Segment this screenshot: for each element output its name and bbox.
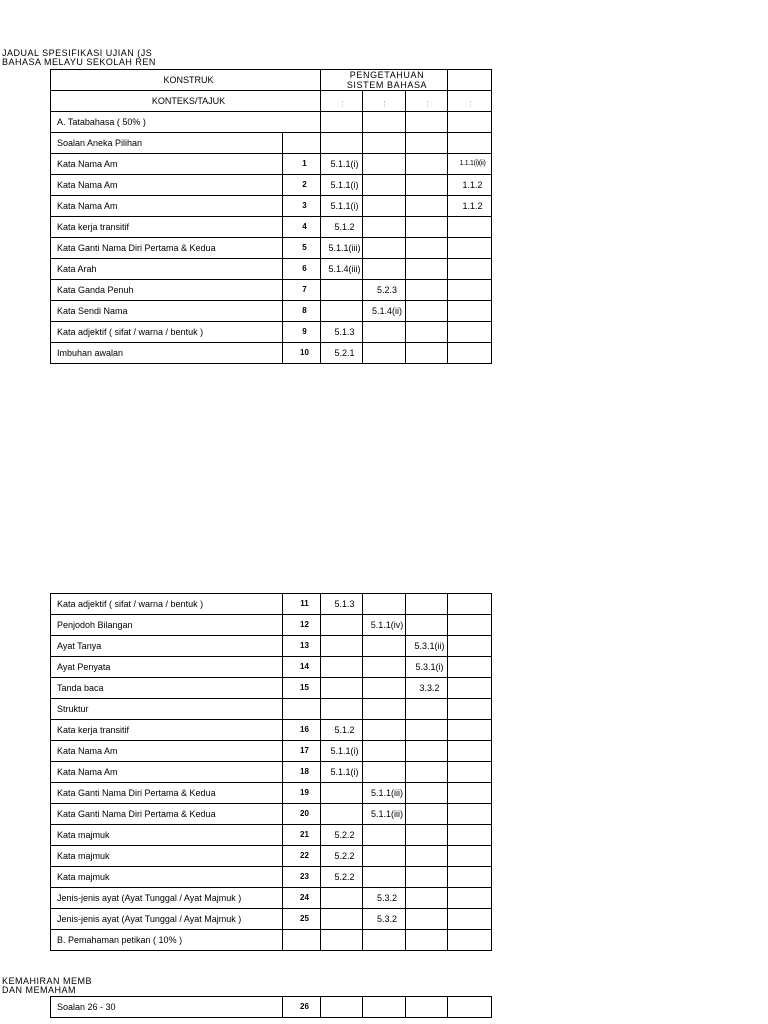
code-cell-2 — [363, 930, 406, 951]
table-cell — [448, 133, 492, 154]
code-cell-3 — [406, 301, 448, 322]
row-label: Imbuhan awalan — [51, 343, 283, 364]
specification-table-3 — [50, 996, 492, 1018]
code-cell-1 — [321, 615, 363, 636]
table-row — [51, 615, 492, 636]
code-cell-1: 5.1.1(i) — [321, 175, 363, 196]
code-cell-2 — [363, 762, 406, 783]
code-cell-2 — [363, 846, 406, 867]
code-cell-1: 5.1.1(i) — [321, 154, 363, 175]
question-number: 7 — [283, 280, 321, 301]
question-number: 20 — [283, 804, 321, 825]
code-cell-4 — [448, 720, 492, 741]
rotated-header-cell-3 — [406, 91, 448, 112]
pengetahuan-line-1: PENGETAHUAN — [349, 70, 425, 80]
row-label: Jenis-jenis ayat (Ayat Tunggal / Ayat Majmuk ) — [51, 909, 283, 930]
rotated-header-cell-1 — [321, 91, 363, 112]
code-cell-3 — [406, 154, 448, 175]
code-cell-2 — [363, 636, 406, 657]
code-cell-3 — [406, 783, 448, 804]
table-row — [51, 930, 492, 951]
question-number: 14 — [283, 657, 321, 678]
question-number: 13 — [283, 636, 321, 657]
row-label: Kata Sendi Nama — [51, 301, 283, 322]
code-cell-4 — [448, 783, 492, 804]
code-cell-2: 5.1.1(iii) — [363, 804, 406, 825]
row-label: Kata Nama Am — [51, 762, 283, 783]
header-row-bottom — [51, 91, 492, 112]
table-row — [51, 846, 492, 867]
section-a-label: A. Tatabahasa ( 50% ) — [51, 112, 321, 133]
row-label: B. Pemahaman petikan ( 10% ) — [51, 930, 283, 951]
code-cell-2 — [363, 720, 406, 741]
table-row — [51, 280, 492, 301]
section-row — [51, 112, 492, 133]
table-cell — [321, 112, 363, 133]
code-cell-3 — [406, 930, 448, 951]
subsection-row — [51, 133, 492, 154]
code-cell-3 — [406, 867, 448, 888]
question-number — [283, 699, 321, 720]
code-cell-2 — [363, 217, 406, 238]
question-number: 26 — [283, 997, 321, 1018]
code-cell-3 — [406, 888, 448, 909]
row-label: Kata majmuk — [51, 846, 283, 867]
code-cell-4 — [448, 867, 492, 888]
code-cell-1: 5.1.3 — [321, 322, 363, 343]
code-cell-1 — [321, 888, 363, 909]
code-cell-1 — [321, 280, 363, 301]
question-number — [283, 930, 321, 951]
row-label: Penjodoh Bilangan — [51, 615, 283, 636]
code-cell-1: 5.1.1(i) — [321, 762, 363, 783]
code-cell-1: 5.1.1(iii) — [321, 238, 363, 259]
question-number: 10 — [283, 343, 321, 364]
code-cell-4: 1.1.2 — [448, 175, 492, 196]
row-label: Kata Ganti Nama Diri Pertama & Kedua — [51, 804, 283, 825]
code-cell-4: 1.1.1(i)(ii) — [448, 154, 492, 175]
table-row — [51, 909, 492, 930]
code-cell-1 — [321, 301, 363, 322]
table-cell — [406, 112, 448, 133]
konteks-header: KONTEKS/TAJUK — [51, 91, 321, 112]
code-cell-2 — [363, 322, 406, 343]
row-label: Tanda baca — [51, 678, 283, 699]
table-row — [51, 741, 492, 762]
code-cell-2: 5.3.2 — [363, 888, 406, 909]
code-cell-4 — [448, 888, 492, 909]
section-heading-line-1: KEMAHIRAN MEMB — [2, 976, 93, 986]
question-number: 15 — [283, 678, 321, 699]
table-row — [51, 636, 492, 657]
code-cell-1 — [321, 930, 363, 951]
row-label: Kata Nama Am — [51, 196, 283, 217]
code-cell-3 — [406, 343, 448, 364]
table-row — [51, 867, 492, 888]
code-cell-3 — [406, 280, 448, 301]
specification-table-1 — [50, 69, 492, 364]
code-cell-4 — [448, 846, 492, 867]
code-cell-3 — [406, 909, 448, 930]
code-cell-3 — [406, 322, 448, 343]
code-cell-3 — [406, 217, 448, 238]
code-cell-3 — [406, 196, 448, 217]
doc-title-line-1: JADUAL SPESIFIKASI UJIAN (JS — [2, 48, 153, 58]
table-row — [51, 783, 492, 804]
code-cell-1: 5.1.4(iii) — [321, 259, 363, 280]
question-number: 3 — [283, 196, 321, 217]
table-row — [51, 888, 492, 909]
code-cell-2 — [363, 259, 406, 280]
code-cell-2 — [363, 825, 406, 846]
table-cell — [321, 133, 363, 154]
table-row — [51, 301, 492, 322]
code-cell-1 — [321, 636, 363, 657]
code-cell-2 — [363, 343, 406, 364]
question-number: 23 — [283, 867, 321, 888]
specification-table-2 — [50, 593, 492, 951]
code-cell-4 — [448, 657, 492, 678]
code-cell-4 — [448, 301, 492, 322]
table-row — [51, 175, 492, 196]
code-cell-3 — [406, 259, 448, 280]
row-label: Ayat Penyata — [51, 657, 283, 678]
code-cell-2 — [363, 678, 406, 699]
header-blank-cell — [448, 70, 492, 91]
row-label: Kata kerja transitif — [51, 217, 283, 238]
code-cell-1 — [321, 997, 363, 1018]
code-cell-4 — [448, 238, 492, 259]
row-label: Kata Ganti Nama Diri Pertama & Kedua — [51, 238, 283, 259]
code-cell-4 — [448, 615, 492, 636]
row-label: Kata Arah — [51, 259, 283, 280]
konstruk-header: KONSTRUK — [51, 70, 321, 91]
code-cell-2 — [363, 175, 406, 196]
question-number: 1 — [283, 154, 321, 175]
table-row — [51, 997, 492, 1018]
code-cell-2 — [363, 196, 406, 217]
code-cell-2 — [363, 699, 406, 720]
table-row — [51, 762, 492, 783]
code-cell-3 — [406, 720, 448, 741]
table-row — [51, 196, 492, 217]
code-cell-3 — [406, 762, 448, 783]
question-number: 6 — [283, 259, 321, 280]
code-cell-3: 5.3.1(i) — [406, 657, 448, 678]
table-row — [51, 217, 492, 238]
code-cell-4 — [448, 259, 492, 280]
code-cell-2 — [363, 594, 406, 615]
code-cell-3 — [406, 594, 448, 615]
question-number: 22 — [283, 846, 321, 867]
code-cell-1: 5.1.3 — [321, 594, 363, 615]
code-cell-2 — [363, 997, 406, 1018]
row-label: Kata Ganti Nama Diri Pertama & Kedua — [51, 783, 283, 804]
code-cell-2 — [363, 867, 406, 888]
code-cell-1 — [321, 909, 363, 930]
table-row — [51, 322, 492, 343]
code-cell-3 — [406, 804, 448, 825]
rotated-header-cell-4 — [448, 91, 492, 112]
code-cell-4 — [448, 825, 492, 846]
code-cell-3 — [406, 699, 448, 720]
code-cell-2 — [363, 657, 406, 678]
question-number: 17 — [283, 741, 321, 762]
code-cell-4 — [448, 217, 492, 238]
question-number: 25 — [283, 909, 321, 930]
code-cell-3 — [406, 741, 448, 762]
code-cell-3 — [406, 175, 448, 196]
question-number: 9 — [283, 322, 321, 343]
question-number: 11 — [283, 594, 321, 615]
row-label: Struktur — [51, 699, 283, 720]
row-label: Kata kerja transitif — [51, 720, 283, 741]
code-cell-4 — [448, 997, 492, 1018]
code-cell-2 — [363, 238, 406, 259]
code-cell-2 — [363, 741, 406, 762]
code-cell-1: 5.1.1(i) — [321, 741, 363, 762]
row-label: Ayat Tanya — [51, 636, 283, 657]
question-number: 12 — [283, 615, 321, 636]
table-row — [51, 343, 492, 364]
code-cell-2: 5.1.1(iii) — [363, 783, 406, 804]
code-cell-1: 5.1.2 — [321, 217, 363, 238]
pengetahuan-header — [321, 70, 448, 91]
row-label: Kata adjektif ( sifat / warna / bentuk ) — [51, 594, 283, 615]
table-row — [51, 720, 492, 741]
code-cell-4 — [448, 699, 492, 720]
table-row — [51, 154, 492, 175]
code-cell-1: 5.2.2 — [321, 846, 363, 867]
table-row — [51, 699, 492, 720]
code-cell-1: 5.2.2 — [321, 825, 363, 846]
row-label: Kata Nama Am — [51, 741, 283, 762]
table-row — [51, 804, 492, 825]
table-cell — [406, 133, 448, 154]
row-label: Kata Nama Am — [51, 154, 283, 175]
question-number: 21 — [283, 825, 321, 846]
header-row-top — [51, 70, 492, 91]
table-row — [51, 594, 492, 615]
table-cell — [448, 112, 492, 133]
code-cell-1: 5.1.1(i) — [321, 196, 363, 217]
rotated-header-cell-2 — [363, 91, 406, 112]
code-cell-2: 5.1.4(ii) — [363, 301, 406, 322]
code-cell-4 — [448, 280, 492, 301]
table-cell — [283, 133, 321, 154]
code-cell-3 — [406, 238, 448, 259]
code-cell-1 — [321, 678, 363, 699]
table-row — [51, 825, 492, 846]
code-cell-1 — [321, 699, 363, 720]
code-cell-4 — [448, 762, 492, 783]
row-label: Jenis-jenis ayat (Ayat Tunggal / Ayat Majmuk ) — [51, 888, 283, 909]
table-row — [51, 657, 492, 678]
question-number: 16 — [283, 720, 321, 741]
question-number: 24 — [283, 888, 321, 909]
table-row — [51, 678, 492, 699]
section-heading-line-2: DAN MEMAHAM — [2, 985, 77, 995]
code-cell-3 — [406, 846, 448, 867]
code-cell-1 — [321, 804, 363, 825]
code-cell-1: 5.2.2 — [321, 867, 363, 888]
code-cell-1: 5.2.1 — [321, 343, 363, 364]
row-label: Kata Nama Am — [51, 175, 283, 196]
table-row — [51, 238, 492, 259]
code-cell-4 — [448, 636, 492, 657]
code-cell-4 — [448, 594, 492, 615]
code-cell-2 — [363, 154, 406, 175]
row-label: Soalan 26 - 30 — [51, 997, 283, 1018]
code-cell-4 — [448, 322, 492, 343]
row-label: Kata majmuk — [51, 825, 283, 846]
question-number: 4 — [283, 217, 321, 238]
question-number: 5 — [283, 238, 321, 259]
code-cell-4 — [448, 909, 492, 930]
table-cell — [363, 133, 406, 154]
table-cell — [363, 112, 406, 133]
code-cell-2: 5.3.2 — [363, 909, 406, 930]
code-cell-4: 1.1.2 — [448, 196, 492, 217]
code-cell-1 — [321, 657, 363, 678]
code-cell-3: 3.3.2 — [406, 678, 448, 699]
code-cell-2: 5.1.1(iv) — [363, 615, 406, 636]
code-cell-3: 5.3.1(ii) — [406, 636, 448, 657]
subsection-label: Soalan Aneka Pilihan — [51, 133, 283, 154]
doc-title-line-2: BAHASA MELAYU SEKOLAH REN — [2, 57, 156, 67]
code-cell-2: 5.2.3 — [363, 280, 406, 301]
code-cell-3 — [406, 997, 448, 1018]
row-label: Kata adjektif ( sifat / warna / bentuk ) — [51, 322, 283, 343]
code-cell-4 — [448, 930, 492, 951]
code-cell-1: 5.1.2 — [321, 720, 363, 741]
code-cell-4 — [448, 741, 492, 762]
table-row — [51, 259, 492, 280]
code-cell-1 — [321, 783, 363, 804]
code-cell-4 — [448, 343, 492, 364]
question-number: 19 — [283, 783, 321, 804]
code-cell-3 — [406, 615, 448, 636]
row-label: Kata Ganda Penuh — [51, 280, 283, 301]
pengetahuan-line-2: SISTEM BAHASA — [346, 80, 428, 90]
question-number: 8 — [283, 301, 321, 322]
code-cell-4 — [448, 804, 492, 825]
question-number: 18 — [283, 762, 321, 783]
code-cell-4 — [448, 678, 492, 699]
row-label: Kata majmuk — [51, 867, 283, 888]
code-cell-3 — [406, 825, 448, 846]
question-number: 2 — [283, 175, 321, 196]
